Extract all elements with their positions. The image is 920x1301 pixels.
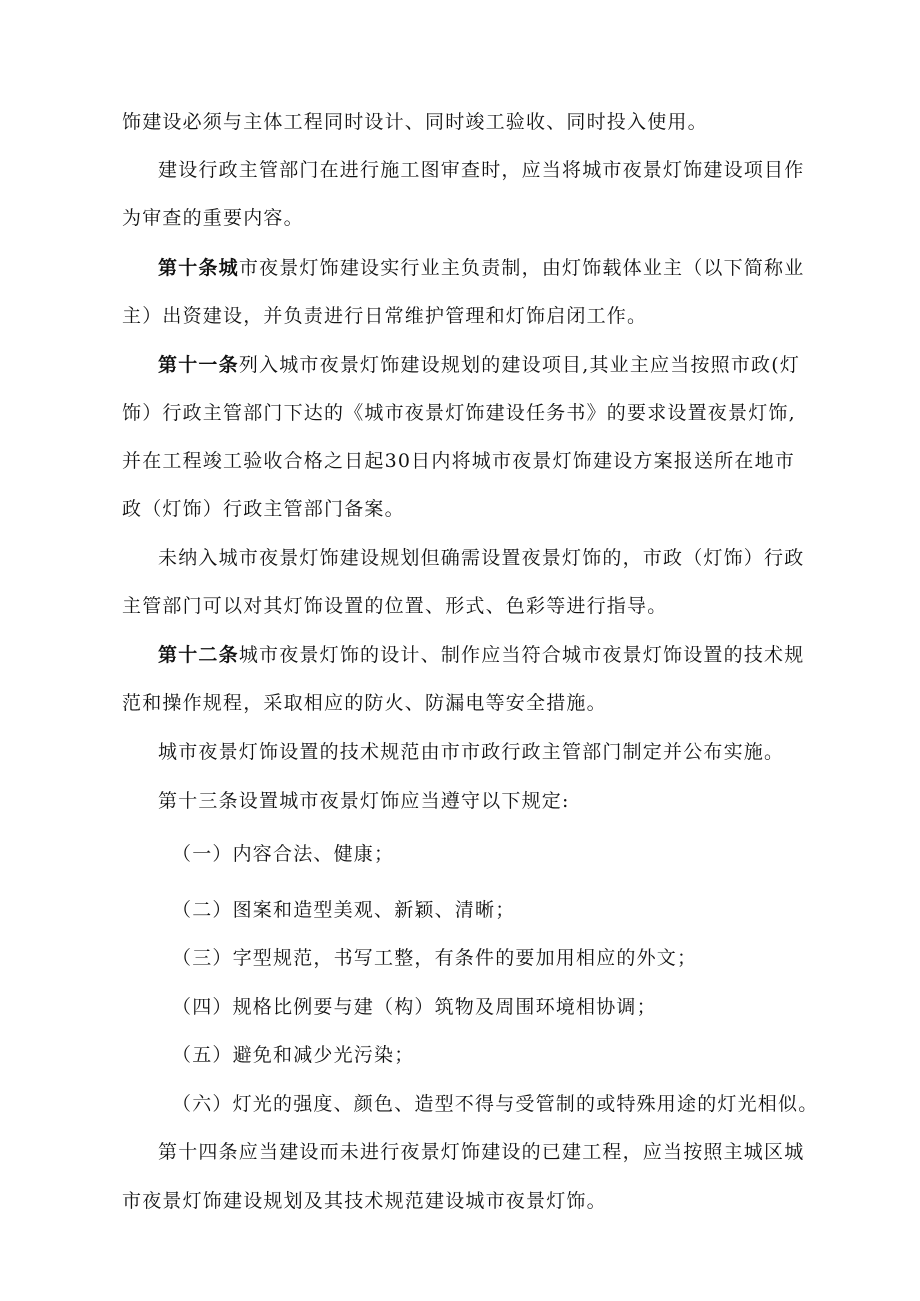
article-text: 列入城市夜景灯饰建设规划的建设项目,其业主应当按照市政(灯 <box>238 354 801 376</box>
article-heading: 第十条城 <box>158 257 239 279</box>
paragraph-line: 城市夜景灯饰设置的技术规范由市市政行政主管部门制定并公布实施。 <box>158 741 785 763</box>
paragraph-line: 主）出资建设，并负责进行日常维护管理和灯饰启闭工作。 <box>122 305 648 327</box>
article-10-line <box>158 256 804 280</box>
paragraph-line: 未纳入城市夜景灯饰建设规划但确需设置夜景灯饰的，市政（灯饰）行政 <box>158 547 805 569</box>
paragraph-line: 饰）行政主管部门下达的《城市夜景灯饰建设任务书》的要求设置夜景灯饰, <box>122 402 796 424</box>
list-item: （六）灯光的强度、颜色、造型不得与受管制的或特殊用途的灯光相似。 <box>172 1093 819 1115</box>
article-text: 市夜景灯饰建设实行业主负责制，由灯饰载体业主（以下简称业 <box>238 257 805 279</box>
paragraph-line: 政（灯饰）行政主管部门备案。 <box>122 498 405 520</box>
paragraph-line: 饰建设必须与主体工程同时设计、同时竣工验收、同时投入使用。 <box>122 111 708 133</box>
article-heading: 第十二条 <box>158 644 239 666</box>
paragraph-line: 建设行政主管部门在进行施工图审查时，应当将城市夜景灯饰建设项目作 <box>158 159 805 181</box>
paragraph-line: 市夜景灯饰建设规划及其技术规范建设城市夜景灯饰。 <box>122 1190 607 1212</box>
list-item: （二）图案和造型美观、新颖、清晰； <box>172 899 516 921</box>
list-item: （一）内容合法、健康； <box>172 843 395 865</box>
paragraph-line: 为审查的重要内容。 <box>122 207 304 229</box>
article-12-line <box>158 643 804 667</box>
article-13-line: 第十三条设置城市夜景灯饰应当遵守以下规定: <box>158 790 570 812</box>
list-item: （三）字型规范，书写工整，有条件的要加用相应的外文； <box>172 947 698 969</box>
paragraph-line: 主管部门可以对其灯饰设置的位置、形式、色彩等进行指导。 <box>122 595 668 617</box>
paragraph-line: 范和操作规程，采取相应的防火、防漏电等安全措施。 <box>122 692 607 714</box>
article-heading: 第十一条 <box>158 354 239 376</box>
list-item: （四）规格比例要与建（构）筑物及周围环境相协调； <box>172 996 657 1018</box>
article-text: 城市夜景灯饰的设计、制作应当符合城市夜景灯饰设置的技术规 <box>238 644 805 666</box>
paragraph-line: 并在工程竣工验收合格之日起30日内将城市夜景灯饰建设方案报送所在地市 <box>122 450 795 472</box>
article-11-line <box>158 353 800 377</box>
list-item: （五）避免和减少光污染； <box>172 1044 415 1066</box>
article-14-line: 第十四条应当建设而未进行夜景灯饰建设的已建工程，应当按照主城区城 <box>158 1141 805 1163</box>
